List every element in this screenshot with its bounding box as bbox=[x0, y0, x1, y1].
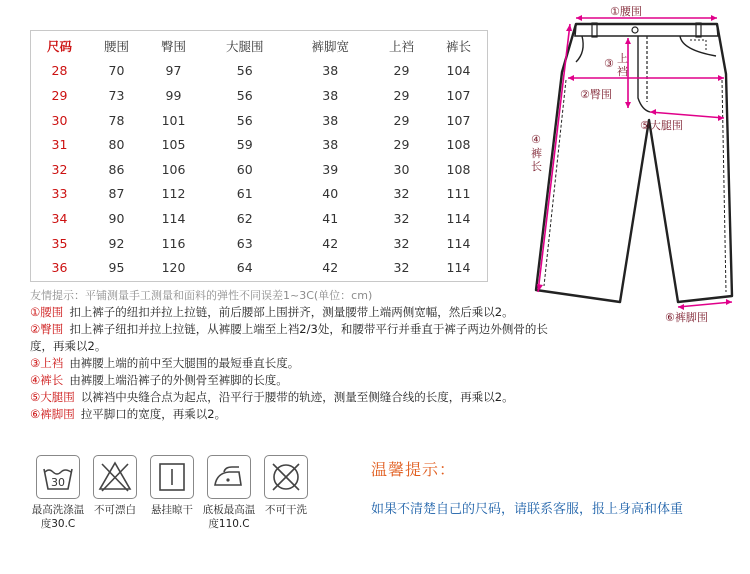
measure-note bbox=[30, 355, 550, 372]
tip-line: 友情提示：平铺测量手工测量和面料的弹性不同误差1~3C(单位：cm) bbox=[30, 289, 373, 302]
care-label: 底板最高温度110.C bbox=[202, 504, 256, 530]
value-cell: 38 bbox=[322, 137, 339, 153]
value-cell: 63 bbox=[236, 235, 253, 251]
value-cell: 116 bbox=[161, 235, 186, 251]
value-cell: 73 bbox=[108, 87, 125, 103]
value-cell: 105 bbox=[161, 137, 186, 153]
note-text: 拉平脚口的宽度，再乘以2。 bbox=[80, 407, 227, 421]
care-label: 不可干洗 bbox=[265, 504, 307, 516]
hang-dry-icon bbox=[150, 455, 194, 499]
header-hem: 裤脚宽 bbox=[311, 39, 349, 55]
value-cell: 32 bbox=[393, 260, 410, 276]
value-cell: 86 bbox=[108, 161, 125, 177]
value-cell: 120 bbox=[161, 260, 186, 276]
value-cell: 29 bbox=[393, 63, 410, 79]
size-cell: 34 bbox=[51, 210, 68, 226]
no-dry-clean-icon bbox=[264, 455, 308, 499]
value-cell: 56 bbox=[236, 63, 253, 79]
table-row bbox=[31, 83, 487, 108]
value-cell: 56 bbox=[236, 112, 253, 128]
value-cell: 92 bbox=[108, 235, 125, 251]
value-cell: 38 bbox=[322, 63, 339, 79]
value-cell: 97 bbox=[165, 63, 182, 79]
measure-notes bbox=[30, 304, 550, 423]
diagram-hem-label: ⑥裤脚围 bbox=[665, 311, 708, 324]
header-hip: 臀围 bbox=[160, 39, 186, 55]
care-label: 最高洗涤温度30.C bbox=[31, 504, 85, 530]
wash-30-icon bbox=[36, 455, 80, 499]
value-cell: 107 bbox=[446, 112, 471, 128]
header-rise: 上裆 bbox=[388, 39, 414, 55]
value-cell: 106 bbox=[161, 161, 186, 177]
value-cell: 111 bbox=[446, 186, 471, 202]
size-table bbox=[30, 30, 488, 282]
note-label: ③上裆 bbox=[30, 356, 64, 370]
value-cell: 80 bbox=[108, 137, 125, 153]
diagram-waist-label: ①腰围 bbox=[610, 5, 642, 18]
header-size: 尺码 bbox=[46, 39, 72, 55]
measure-note bbox=[30, 372, 550, 389]
note-label: ④裤长 bbox=[30, 373, 64, 387]
note-label: ⑤大腿围 bbox=[30, 390, 75, 404]
care-item-hang bbox=[147, 455, 197, 517]
value-cell: 60 bbox=[236, 161, 253, 177]
value-cell: 99 bbox=[165, 87, 182, 103]
care-item-bleach bbox=[90, 455, 140, 517]
value-cell: 29 bbox=[393, 112, 410, 128]
value-cell: 64 bbox=[236, 260, 253, 276]
note-label: ①腰围 bbox=[30, 305, 64, 319]
table-row bbox=[31, 206, 487, 231]
no-bleach-icon bbox=[93, 455, 137, 499]
iron-icon bbox=[207, 455, 251, 499]
note-text: 由裤腰上端沿裤子的外侧骨至裤脚的长度。 bbox=[69, 373, 288, 387]
diagram-length-num: ④ bbox=[531, 133, 541, 146]
size-cell: 33 bbox=[51, 186, 68, 202]
value-cell: 61 bbox=[236, 186, 253, 202]
header-waist: 腰围 bbox=[103, 39, 129, 55]
note-text: 扣上裤子纽扣并拉上拉链，从裤腰上端至上裆2/3处，和腰带平行并垂直于裤子两边外侧骨的长度，再乘以2。 bbox=[30, 322, 548, 353]
table-row bbox=[31, 255, 487, 280]
table-row bbox=[31, 157, 487, 182]
wash-temp: 30 bbox=[51, 476, 65, 489]
table-row bbox=[31, 132, 487, 157]
size-cell: 36 bbox=[51, 260, 68, 276]
diagram-rise-b: 裆 bbox=[617, 65, 628, 78]
value-cell: 29 bbox=[393, 87, 410, 103]
value-cell: 114 bbox=[446, 260, 471, 276]
diagram-rise-a: 上 bbox=[617, 52, 628, 65]
table-row bbox=[31, 182, 487, 207]
note-text: 由裤腰上端的前中至大腿围的最短垂直长度。 bbox=[69, 356, 300, 370]
header-length: 裤长 bbox=[445, 39, 471, 55]
note-label: ②臀围 bbox=[30, 322, 64, 336]
value-cell: 38 bbox=[322, 112, 339, 128]
value-cell: 78 bbox=[108, 112, 125, 128]
care-item-dryclean bbox=[261, 455, 311, 517]
size-cell: 28 bbox=[51, 63, 68, 79]
note-text: 以裤裆中央缝合点为起点，沿平行于腰带的轨迹，测量至侧缝合线的长度，再乘以2。 bbox=[80, 390, 514, 404]
value-cell: 70 bbox=[108, 63, 125, 79]
table-row bbox=[31, 231, 487, 256]
measure-note bbox=[30, 406, 550, 423]
care-item-iron bbox=[204, 455, 254, 531]
diagram-hip-label: ②臀围 bbox=[580, 88, 612, 101]
value-cell: 30 bbox=[393, 161, 410, 177]
measure-note bbox=[30, 321, 550, 355]
size-cell: 29 bbox=[51, 87, 68, 103]
value-cell: 42 bbox=[322, 260, 339, 276]
table-header-row bbox=[31, 34, 487, 59]
pants-diagram bbox=[520, 0, 750, 330]
value-cell: 32 bbox=[393, 235, 410, 251]
value-cell: 40 bbox=[322, 186, 339, 202]
value-cell: 107 bbox=[446, 87, 471, 103]
value-cell: 112 bbox=[161, 186, 186, 202]
value-cell: 32 bbox=[393, 186, 410, 202]
table-row bbox=[31, 59, 487, 84]
value-cell: 41 bbox=[322, 210, 339, 226]
value-cell: 114 bbox=[446, 210, 471, 226]
diagram-thigh-label: ⑤大腿围 bbox=[640, 119, 683, 132]
value-cell: 39 bbox=[322, 161, 339, 177]
table-row bbox=[31, 108, 487, 133]
value-cell: 104 bbox=[446, 63, 471, 79]
value-cell: 59 bbox=[236, 137, 253, 153]
size-cell: 30 bbox=[51, 112, 68, 128]
measure-note bbox=[30, 389, 550, 406]
value-cell: 87 bbox=[108, 186, 125, 202]
value-cell: 108 bbox=[446, 161, 471, 177]
value-cell: 101 bbox=[161, 112, 186, 128]
value-cell: 62 bbox=[236, 210, 253, 226]
warm-tip-title: 温馨提示： bbox=[371, 460, 457, 479]
value-cell: 90 bbox=[108, 210, 125, 226]
value-cell: 38 bbox=[322, 87, 339, 103]
size-cell: 35 bbox=[51, 235, 68, 251]
note-text: 扣上裤子的纽扣并拉上拉链，前后腰部上围拼齐，测量腰带上端两侧宽幅，然后乘以2。 bbox=[69, 305, 514, 319]
value-cell: 56 bbox=[236, 87, 253, 103]
size-cell: 32 bbox=[51, 161, 68, 177]
care-label: 悬挂晾干 bbox=[151, 504, 193, 516]
care-label: 不可漂白 bbox=[94, 504, 136, 516]
measure-note bbox=[30, 304, 550, 321]
value-cell: 32 bbox=[393, 210, 410, 226]
care-item-wash bbox=[33, 455, 83, 531]
size-cell: 31 bbox=[51, 137, 68, 153]
diagram-length-a: 裤 bbox=[531, 147, 542, 160]
value-cell: 42 bbox=[322, 235, 339, 251]
note-label: ⑥裤脚围 bbox=[30, 407, 75, 421]
value-cell: 114 bbox=[161, 210, 186, 226]
header-thigh: 大腿围 bbox=[225, 39, 264, 55]
diagram-length-b: 长 bbox=[531, 160, 542, 173]
value-cell: 95 bbox=[108, 260, 125, 276]
value-cell: 108 bbox=[446, 137, 471, 153]
diagram-rise-num: ③ bbox=[604, 57, 614, 70]
warm-tip-text: 如果不清楚自己的尺码，请联系客服，报上身高和体重 bbox=[371, 502, 684, 517]
value-cell: 29 bbox=[393, 137, 410, 153]
value-cell: 114 bbox=[446, 235, 471, 251]
